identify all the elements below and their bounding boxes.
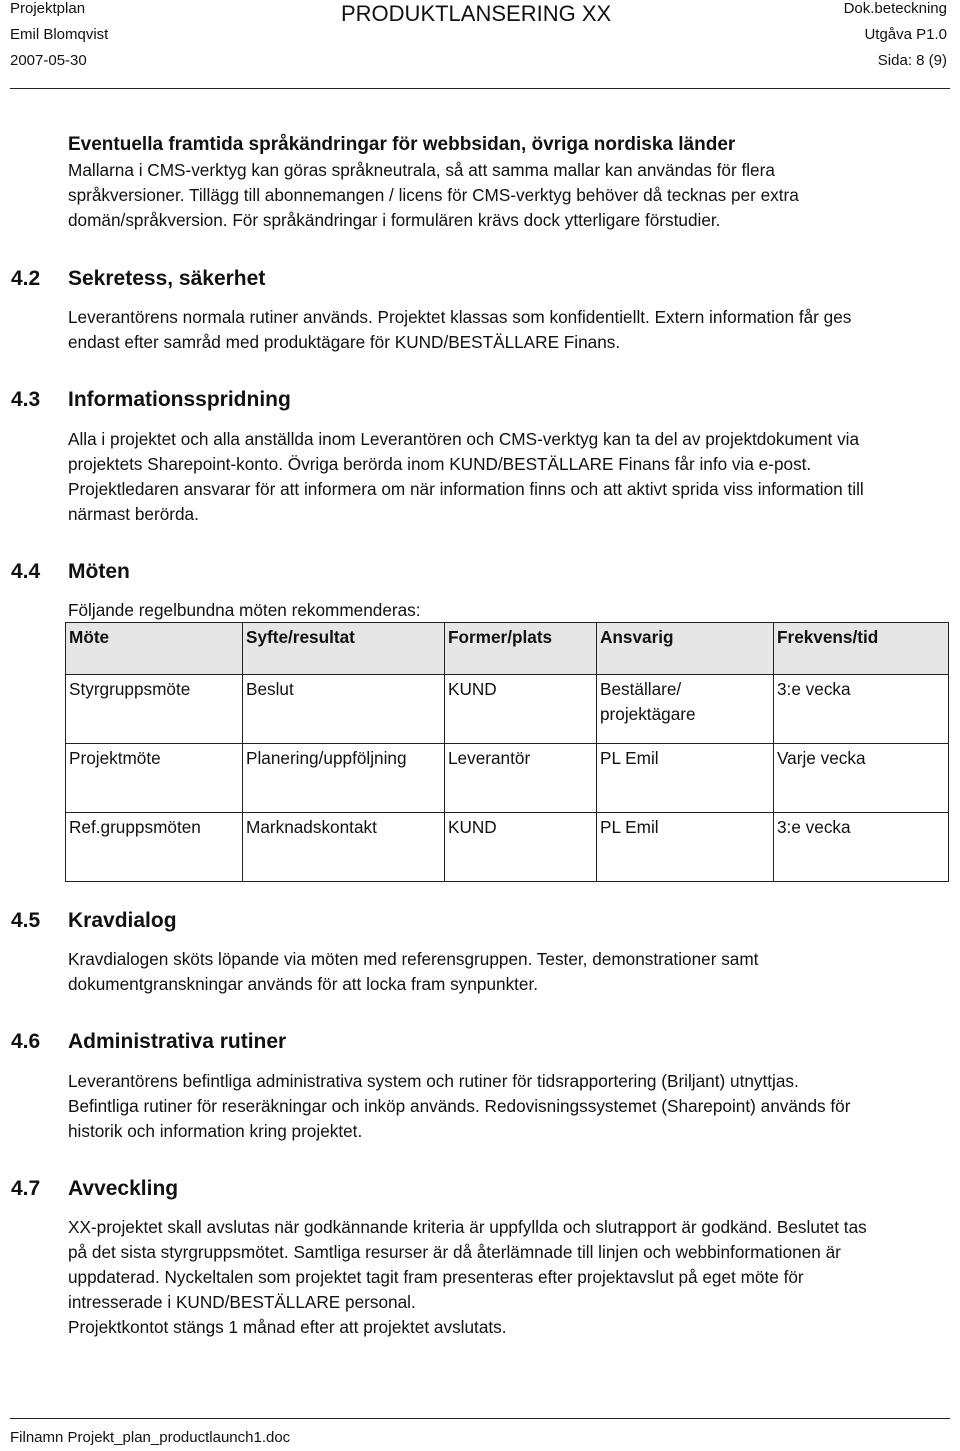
text-line: språkversioner. Tillägg till abonnemangen / licens för CMS-verktyg behöver då tecknas per extra [68, 185, 799, 205]
section-intro: Följande regelbundna möten rekommenderas: [68, 600, 421, 620]
table-cell: Varje vecka [774, 744, 949, 813]
column-header: Syfte/resultat [243, 623, 445, 675]
section-number: 4.2 [11, 267, 41, 290]
intro-heading: Eventuella framtida språkändringar för webbsidan, övriga nordiska länder [68, 134, 736, 155]
section-number: 4.5 [11, 909, 41, 932]
section-paragraph [68, 1215, 952, 1340]
footer-divider [10, 1418, 950, 1419]
column-header: Frekvens/tid [774, 623, 949, 675]
section-paragraph [68, 305, 952, 355]
column-header: Ansvarig [597, 623, 774, 675]
table-cell: 3:e vecka [774, 675, 949, 744]
text-line: Alla i projektet och alla anställda inom Leverantören och CMS-verktyg kan ta del av projektdokument via [68, 429, 860, 449]
author: Emil Blomqvist [10, 26, 109, 43]
footer-filename: Filnamn Projekt_plan_productlaunch1.doc [10, 1429, 291, 1446]
text-line: Projektkontot stängs 1 månad efter att projektet avslutats. [68, 1317, 507, 1337]
section-paragraph [68, 1069, 952, 1144]
doc-id-label: Dok.beteckning [843, 0, 947, 17]
section-paragraph [68, 427, 952, 527]
text-line: Befintliga rutiner för reseräkningar och inköp används. Redovisningssystemet (Sharepoint) används för [68, 1096, 851, 1116]
intro-paragraph [68, 158, 952, 233]
table-row [66, 813, 949, 882]
date: 2007-05-30 [10, 52, 87, 69]
text-line: endast efter samråd med produktägare för KUND/BESTÄLLARE Finans. [68, 332, 621, 352]
table-cell: Projektmöte [66, 744, 243, 813]
table-cell: Beställare/ projektägare [597, 675, 774, 744]
section-number: 4.4 [11, 560, 41, 583]
section-title: Kravdialog [68, 909, 177, 932]
column-header: Möte [66, 623, 243, 675]
table-cell: 3:e vecka [774, 813, 949, 882]
text-line: uppdaterad. Nyckeltalen som projektet tagit fram presenteras efter projektavslut på eget möte för [68, 1267, 804, 1287]
doc-type: Projektplan [10, 0, 86, 17]
text-line: historik och information kring projektet. [68, 1121, 363, 1141]
meetings-table [65, 622, 949, 882]
text-line: närmast berörda. [68, 504, 199, 524]
table-cell: Ref.gruppsmöten [66, 813, 243, 882]
text-line: Kravdialogen sköts löpande via möten med referensgruppen. Tester, demonstrationer samt [68, 949, 759, 969]
section-title: Sekretess, säkerhet [68, 267, 266, 290]
page-number: Sida: 8 (9) [877, 52, 947, 69]
header-divider [10, 88, 950, 89]
text-line: på det sista styrgruppsmötet. Samtliga resurser är då återlämnade till linjen och webbinformationen är [68, 1242, 841, 1262]
table-cell: KUND [445, 675, 597, 744]
table-row [66, 675, 949, 744]
text-line: domän/språkversion. För språkändringar i formulären krävs dock ytterligare förstudier. [68, 210, 721, 230]
text-line: Leverantörens befintliga administrativa system och rutiner för tidsrapportering (Briljant) utnyttjas. [68, 1071, 799, 1091]
version: Utgåva P1.0 [864, 26, 947, 43]
table-header-row [66, 623, 949, 675]
text-line: intresserade i KUND/BESTÄLLARE personal. [68, 1292, 416, 1312]
table-cell: KUND [445, 813, 597, 882]
table-cell: Planering/uppföljning [243, 744, 445, 813]
text-line: Leverantörens normala rutiner används. Projektet klassas som konfidentiellt. Extern information får ges [68, 307, 852, 327]
table-row [66, 744, 949, 813]
section-number: 4.3 [11, 388, 41, 411]
section-number: 4.6 [11, 1030, 41, 1053]
text-line: projektets Sharepoint-konto. Övriga berörda inom KUND/BESTÄLLARE Finans får info via e-post. [68, 454, 812, 474]
section-paragraph [68, 947, 952, 997]
table-cell: Beslut [243, 675, 445, 744]
table-cell: PL Emil [597, 744, 774, 813]
section-title: Informationsspridning [68, 388, 291, 411]
section-title: Möten [68, 560, 130, 583]
table-cell: Leverantör [445, 744, 597, 813]
text-line: XX-projektet skall avslutas när godkännande kriteria är uppfyllda och slutrapport är godkänd. Beslutet tas [68, 1217, 867, 1237]
section-title: Administrativa rutiner [68, 1030, 287, 1053]
table-cell: PL Emil [597, 813, 774, 882]
table-cell: Styrgruppsmöte [66, 675, 243, 744]
document-title: PRODUKTLANSERING XX [341, 1, 612, 26]
section-number: 4.7 [11, 1177, 41, 1200]
text-line: dokumentgranskningar används för att locka fram synpunkter. [68, 974, 539, 994]
text-line: Mallarna i CMS-verktyg kan göras språkneutrala, så att samma mallar kan användas för flera [68, 160, 775, 180]
column-header: Former/plats [445, 623, 597, 675]
text-line: Projektledaren ansvarar för att informera om när information finns och att aktivt sprida viss information till [68, 479, 864, 499]
table-cell: Marknadskontakt [243, 813, 445, 882]
section-title: Avveckling [68, 1177, 179, 1200]
